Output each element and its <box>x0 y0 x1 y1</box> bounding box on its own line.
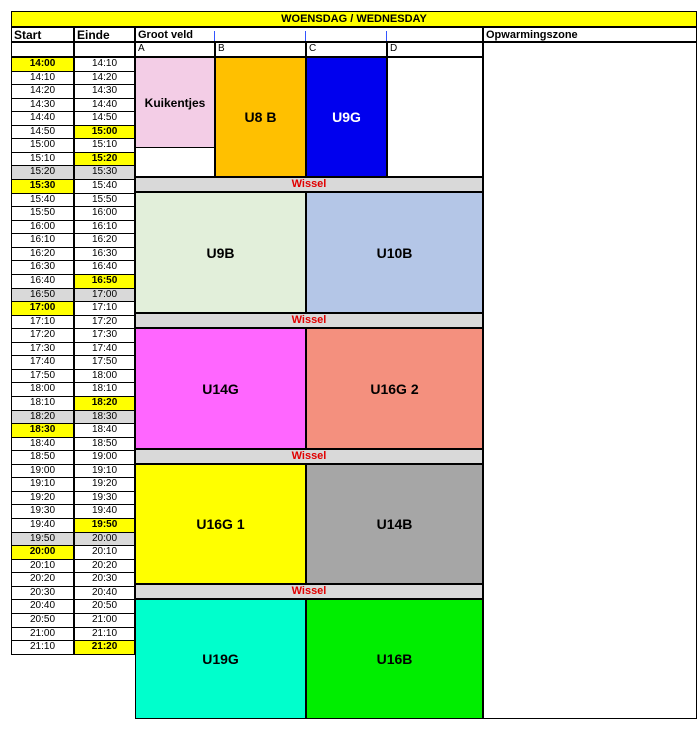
start-time-cell: 16:30 <box>11 260 74 275</box>
team-block-u16b: U16B <box>306 599 483 719</box>
end-time-cell: 20:40 <box>74 586 135 600</box>
start-time-cell: 21:10 <box>11 640 74 655</box>
end-time-cell: 17:20 <box>74 315 135 329</box>
field-col-d-empty <box>387 57 483 177</box>
start-time-cell: 14:30 <box>11 98 74 112</box>
end-time-cell: 14:20 <box>74 71 135 85</box>
field-col-d: D <box>387 42 483 57</box>
start-time-cell: 14:10 <box>11 71 74 85</box>
start-time-cell: 18:00 <box>11 382 74 397</box>
end-header: Einde <box>74 27 135 42</box>
start-time-cell: 18:40 <box>11 437 74 451</box>
end-time-cell: 14:10 <box>74 57 135 72</box>
start-time-cell: 17:00 <box>11 301 74 316</box>
end-time-cell: 18:40 <box>74 423 135 438</box>
day-title: WOENSDAG / WEDNESDAY <box>11 11 697 27</box>
team-block-u16g-2: U16G 2 <box>306 328 483 449</box>
start-time-cell: 20:00 <box>11 545 74 560</box>
start-time-cell: 14:40 <box>11 111 74 126</box>
field-col-c: C <box>306 42 387 57</box>
start-time-cell: 17:50 <box>11 369 74 383</box>
start-time-cell: 16:00 <box>11 220 74 234</box>
start-time-cell: 16:50 <box>11 288 74 302</box>
start-time-cell: 19:20 <box>11 491 74 505</box>
end-time-cell: 19:10 <box>74 464 135 478</box>
end-time-cell: 19:00 <box>74 450 135 465</box>
end-time-cell: 21:20 <box>74 640 135 655</box>
start-time-cell: 20:50 <box>11 613 74 628</box>
end-time-cell: 21:00 <box>74 613 135 628</box>
start-subheader <box>11 42 74 57</box>
team-block-u9g: U9G <box>306 57 387 177</box>
end-time-cell: 19:30 <box>74 491 135 505</box>
field-divider-tick <box>214 31 215 41</box>
start-time-cell: 19:10 <box>11 477 74 492</box>
start-time-cell: 15:40 <box>11 193 74 207</box>
team-block-u10b: U10B <box>306 192 483 313</box>
team-block-u9b: U9B <box>135 192 306 313</box>
end-time-cell: 21:10 <box>74 627 135 641</box>
end-time-cell: 15:30 <box>74 165 135 180</box>
team-block-u8b: U8 B <box>215 57 306 177</box>
end-time-cell: 17:00 <box>74 288 135 302</box>
team-block-u14g: U14G <box>135 328 306 449</box>
start-time-cell: 20:40 <box>11 599 74 614</box>
start-time-cell: 20:20 <box>11 572 74 587</box>
start-time-cell: 18:30 <box>11 423 74 438</box>
wissel-row: Wissel <box>135 449 483 464</box>
end-time-cell: 17:50 <box>74 355 135 370</box>
start-time-cell: 20:10 <box>11 559 74 573</box>
end-time-cell: 15:50 <box>74 193 135 207</box>
start-time-cell: 15:30 <box>11 179 74 194</box>
start-time-cell: 15:10 <box>11 152 74 166</box>
end-time-cell: 18:30 <box>74 410 135 424</box>
warmup-header: Opwarmingszone <box>483 27 697 42</box>
start-time-cell: 18:20 <box>11 410 74 424</box>
end-time-cell: 16:50 <box>74 274 135 289</box>
start-time-cell: 17:10 <box>11 315 74 329</box>
end-time-cell: 15:10 <box>74 138 135 153</box>
start-time-cell: 14:50 <box>11 125 74 139</box>
end-time-cell: 15:20 <box>74 152 135 166</box>
field-header: Groot veld <box>135 27 483 42</box>
team-block-u19g: U19G <box>135 599 306 719</box>
start-time-cell: 14:00 <box>11 57 74 72</box>
end-time-cell: 18:20 <box>74 396 135 411</box>
end-time-cell: 15:40 <box>74 179 135 194</box>
team-block-kuikentjes: Kuikentjes <box>135 57 215 148</box>
end-time-cell: 14:30 <box>74 84 135 99</box>
end-time-cell: 16:10 <box>74 220 135 234</box>
end-time-cell: 16:40 <box>74 260 135 275</box>
end-time-cell: 20:00 <box>74 532 135 546</box>
end-time-cell: 18:50 <box>74 437 135 451</box>
start-time-cell: 19:00 <box>11 464 74 478</box>
end-time-cell: 17:10 <box>74 301 135 316</box>
end-subheader <box>74 42 135 57</box>
start-time-cell: 18:50 <box>11 450 74 465</box>
field-divider-tick <box>386 31 387 41</box>
end-time-cell: 19:20 <box>74 477 135 492</box>
end-time-cell: 16:20 <box>74 233 135 248</box>
start-time-cell: 16:10 <box>11 233 74 248</box>
end-time-cell: 17:40 <box>74 342 135 356</box>
start-time-cell: 19:40 <box>11 518 74 533</box>
start-time-cell: 17:20 <box>11 328 74 343</box>
start-time-cell: 21:00 <box>11 627 74 641</box>
start-time-cell: 19:50 <box>11 532 74 546</box>
start-time-cell: 15:00 <box>11 138 74 153</box>
start-header: Start <box>11 27 74 42</box>
start-time-cell: 18:10 <box>11 396 74 411</box>
start-time-cell: 14:20 <box>11 84 74 99</box>
field-col-a: A <box>135 42 215 57</box>
wissel-row: Wissel <box>135 177 483 192</box>
team-block-u14b: U14B <box>306 464 483 584</box>
end-time-cell: 14:50 <box>74 111 135 126</box>
end-time-cell: 15:00 <box>74 125 135 139</box>
end-time-cell: 14:40 <box>74 98 135 112</box>
end-time-cell: 20:10 <box>74 545 135 560</box>
field-col-b: B <box>215 42 306 57</box>
start-time-cell: 17:30 <box>11 342 74 356</box>
wissel-row: Wissel <box>135 313 483 328</box>
start-time-cell: 16:40 <box>11 274 74 289</box>
start-time-cell: 17:40 <box>11 355 74 370</box>
warmup-zone <box>483 42 697 719</box>
end-time-cell: 20:30 <box>74 572 135 587</box>
start-time-cell: 15:50 <box>11 206 74 221</box>
end-time-cell: 17:30 <box>74 328 135 343</box>
end-time-cell: 16:00 <box>74 206 135 221</box>
end-time-cell: 18:00 <box>74 369 135 383</box>
start-time-cell: 20:30 <box>11 586 74 600</box>
start-time-cell: 15:20 <box>11 165 74 180</box>
wissel-row: Wissel <box>135 584 483 599</box>
end-time-cell: 20:20 <box>74 559 135 573</box>
team-block-u16g-1: U16G 1 <box>135 464 306 584</box>
field-divider-tick <box>305 31 306 41</box>
start-time-cell: 19:30 <box>11 504 74 519</box>
end-time-cell: 18:10 <box>74 382 135 397</box>
end-time-cell: 16:30 <box>74 247 135 261</box>
end-time-cell: 20:50 <box>74 599 135 614</box>
end-time-cell: 19:40 <box>74 504 135 519</box>
start-time-cell: 16:20 <box>11 247 74 261</box>
end-time-cell: 19:50 <box>74 518 135 533</box>
